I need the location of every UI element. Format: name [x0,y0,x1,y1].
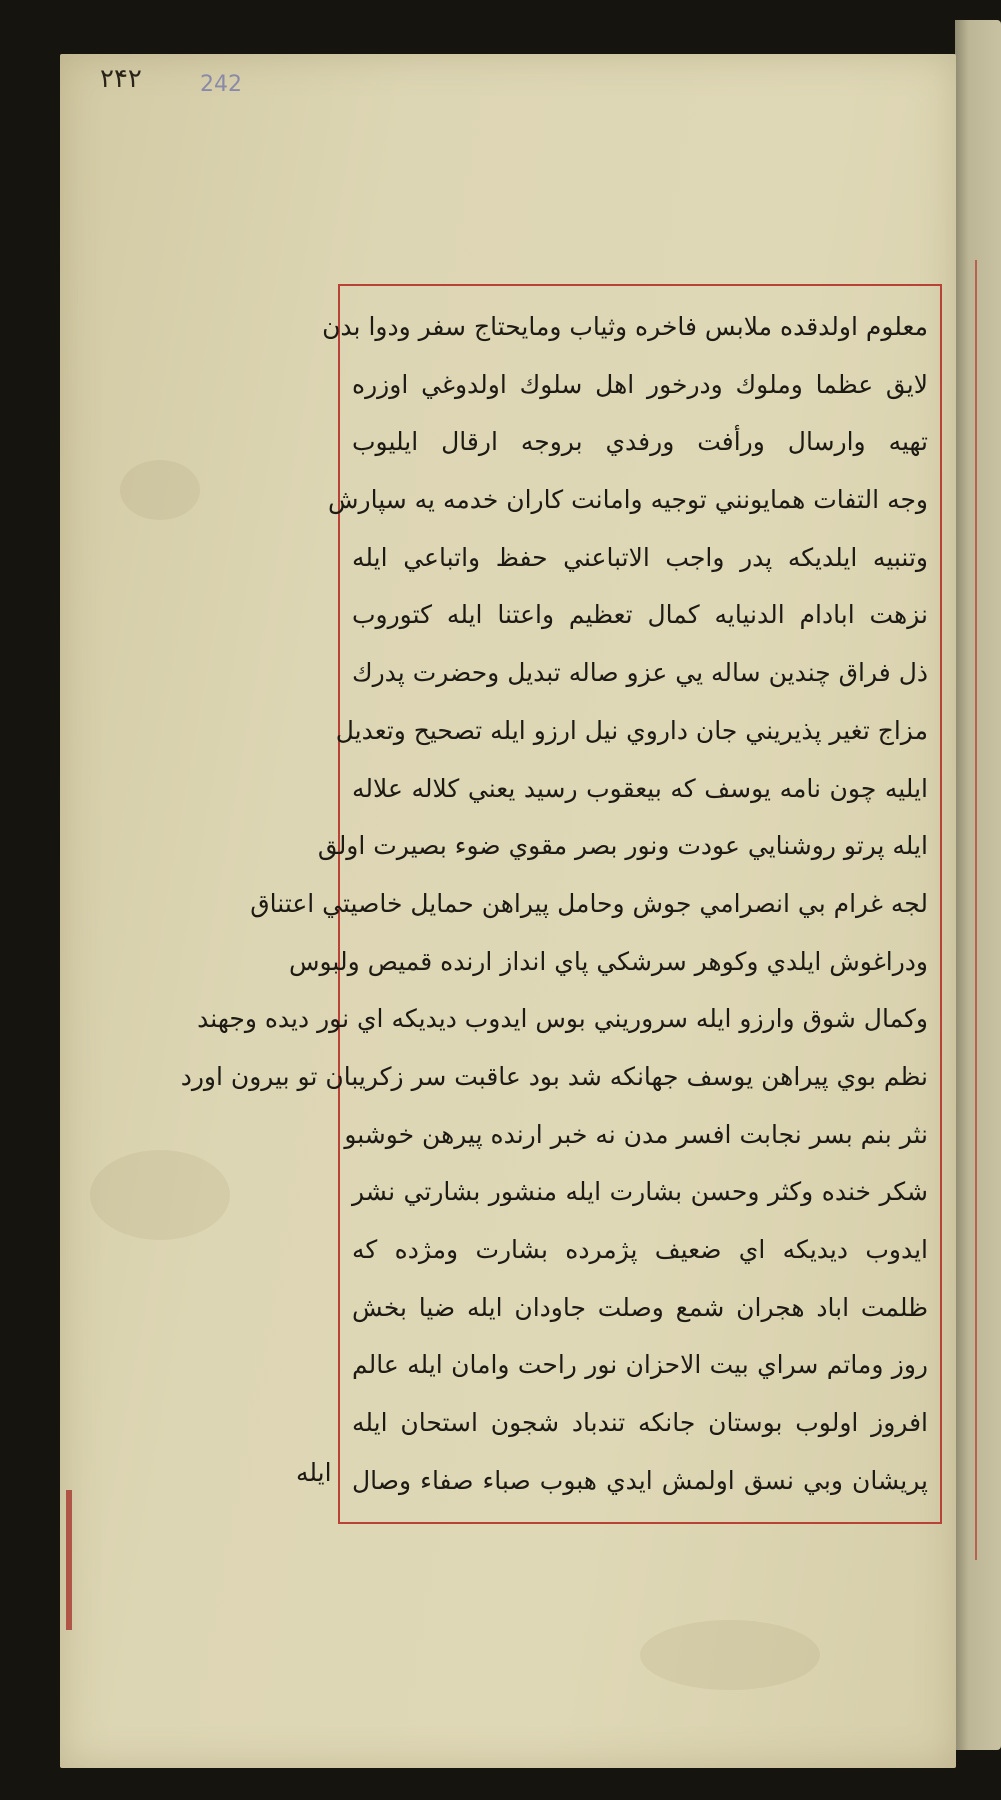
text-line: لجه غرام بي انصرامي جوش وحامل پيراهن حمايل خاصيتي اعتناق [250,888,928,918]
text-line: ظلمت اباد هجران شمع وصلت جاودان ايله ضيا بخش [352,1292,928,1322]
paper-stain [120,460,200,520]
text-line: ايله پرتو روشنايي عودت ونور بصر مقوي ضوء بصيرت اولق [317,831,928,861]
adjacent-leaf-red-rule [975,260,977,1560]
adjacent-leaf-edge [955,20,1001,1750]
binding-red-mark [66,1490,72,1630]
paper-stain [640,1620,820,1690]
text-line: ذل فراق چندين ساله يي عزو صاله تبديل وحضرت پدرك [352,658,928,688]
text-line: پريشان وبي نسق اولمش ايدي هبوب صباء صفاء وصال [352,1465,928,1495]
text-line: معلوم اولدقده ملابس فاخره وثياب ومايحتاج سفر ودوا بدن [322,312,928,341]
text-line: ايليه چون نامه يوسف كه بيعقوب رسيد يعني كلاله علاله [352,773,928,803]
folio-number: ۲۴۲ [100,64,142,94]
text-line: ودراغوش ايلدي وكوهر سرشكي پاي انداز ارنده قميص ولبوس [288,946,928,976]
text-line: تهيه وارسال ورأفت ورفدي بروجه ارقال ايليوب [352,427,928,457]
text-line: نزهت ابادام الدنيايه كمال تعظيم واعتنا ايله كتوروب [352,600,928,630]
text-block [180,298,928,1510]
catchword: ايله [296,1458,332,1487]
text-line: لايق عظما وملوك ودرخور اهل سلوك اولدوغي اوزره [352,369,928,399]
text-line: نظم بوي پيراهن يوسف جهانكه شد بود عاقبت سر زكريبان تو بيرون اورد [180,1061,928,1091]
text-line: روز وماتم سراي بيت الاحزان نور راحت وامان ايله عالم [352,1350,928,1380]
text-line: وكمال شوق وارزو ايله سروريني بوس ايدوب ديديكه اي نور ديده وجهند [197,1004,928,1034]
text-line: افروز اولوب بوستان جانكه تندباد شجون استحان ايله [352,1408,928,1438]
text-line: ايدوب ديديكه اي ضعيف پژمرده بشارت ومژده كه [352,1235,928,1264]
text-line: وتنبيه ايلديكه پدر واجب الاتباعني حفظ واتباعي ايله [352,542,928,572]
folio-pencil-number: 242 [200,72,242,97]
paper-stain [90,1150,230,1240]
text-line: وجه التفات همايونني توجيه وامانت كاران خدمه يه سپارش [327,485,928,515]
text-line: شكر خنده وكثر وحسن بشارت ايله منشور بشارتي نشر [352,1177,928,1207]
text-line: مزاج تغير پذيريني جان داروي نيل ارزو ايله تصحيح وتعديل [335,715,928,745]
text-line: نثر بنم بسر نجابت افسر مدن نه خبر ارنده پيرهن خوشبو [344,1119,928,1149]
